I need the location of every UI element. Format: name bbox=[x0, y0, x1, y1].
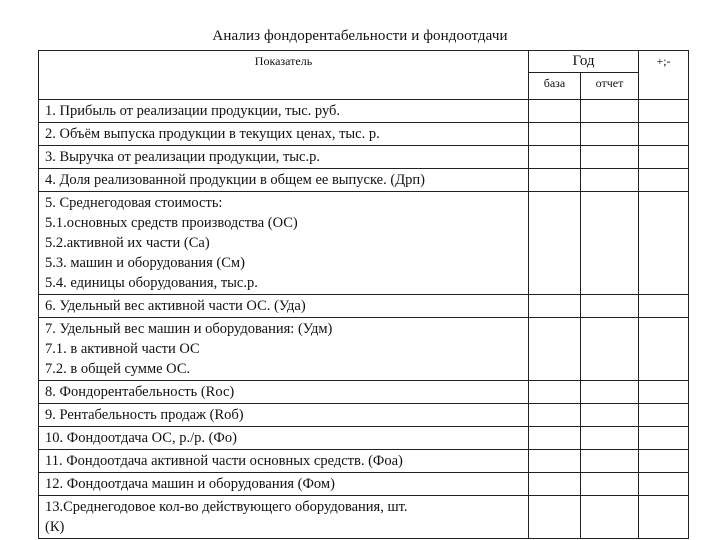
row-text-line: 2. Объём выпуска продукции в текущих ценах, тыс. р. bbox=[45, 126, 380, 142]
cell-diff bbox=[639, 473, 689, 496]
row-text-line: 10. Фондоотдача ОС, р./р. (Фо) bbox=[45, 430, 237, 446]
row-label bbox=[39, 404, 529, 427]
row-label bbox=[39, 100, 529, 123]
row-text-line: (К) bbox=[45, 519, 65, 535]
table-row bbox=[39, 473, 689, 496]
row-text-line: 5.4. единицы оборудования, тыс.р. bbox=[45, 275, 258, 291]
cell-base bbox=[529, 450, 581, 473]
cell-base bbox=[529, 427, 581, 450]
cell-base bbox=[529, 123, 581, 146]
cell-diff bbox=[639, 192, 689, 295]
cell-report bbox=[581, 123, 639, 146]
row-label bbox=[39, 473, 529, 496]
row-label bbox=[39, 169, 529, 192]
row-label bbox=[39, 496, 529, 539]
cell-diff bbox=[639, 404, 689, 427]
cell-base bbox=[529, 192, 581, 295]
row-text-line: 11. Фондоотдача активной части основных средств. (Фоа) bbox=[45, 453, 403, 469]
cell-report bbox=[581, 318, 639, 381]
cell-base bbox=[529, 473, 581, 496]
cell-report bbox=[581, 473, 639, 496]
cell-diff bbox=[639, 450, 689, 473]
cell-base bbox=[529, 381, 581, 404]
table-body bbox=[39, 100, 689, 539]
row-label bbox=[39, 295, 529, 318]
row-text-line: 3. Выручка от реализации продукции, тыс.р. bbox=[45, 149, 320, 165]
table-row bbox=[39, 404, 689, 427]
header-indicator: Показатель bbox=[39, 51, 529, 100]
table-row bbox=[39, 192, 689, 295]
row-label bbox=[39, 427, 529, 450]
cell-base bbox=[529, 318, 581, 381]
header-year: Год bbox=[529, 51, 639, 73]
cell-report bbox=[581, 381, 639, 404]
table-row bbox=[39, 381, 689, 404]
cell-report bbox=[581, 100, 639, 123]
row-text-line: 5.3. машин и оборудования (См) bbox=[45, 255, 245, 271]
cell-diff bbox=[639, 146, 689, 169]
table-row bbox=[39, 100, 689, 123]
table-row bbox=[39, 318, 689, 381]
row-text-line: 5. Среднегодовая стоимость: bbox=[45, 195, 223, 211]
row-text-line: 13.Среднегодовое кол-во действующего оборудования, шт. bbox=[45, 499, 408, 515]
row-text-line: 9. Рентабельность продаж (Rоб) bbox=[45, 407, 244, 423]
table-row bbox=[39, 450, 689, 473]
cell-base bbox=[529, 496, 581, 539]
cell-diff bbox=[639, 496, 689, 539]
row-text-line: 5.2.активной их части (Са) bbox=[45, 235, 210, 251]
cell-base bbox=[529, 295, 581, 318]
row-text-line: 5.1.основных средств производства (ОС) bbox=[45, 215, 298, 231]
table-row bbox=[39, 427, 689, 450]
cell-base bbox=[529, 169, 581, 192]
row-text-line: 8. Фондорентабельность (Rос) bbox=[45, 384, 235, 400]
header-report: отчет bbox=[581, 73, 639, 100]
cell-diff bbox=[639, 381, 689, 404]
cell-report bbox=[581, 404, 639, 427]
cell-base bbox=[529, 404, 581, 427]
row-label bbox=[39, 450, 529, 473]
row-label bbox=[39, 381, 529, 404]
table-row bbox=[39, 169, 689, 192]
table-row bbox=[39, 146, 689, 169]
row-text-line: 4. Доля реализованной продукции в общем ее выпуске. (Дрп) bbox=[45, 172, 425, 188]
cell-diff bbox=[639, 169, 689, 192]
cell-diff bbox=[639, 100, 689, 123]
row-label bbox=[39, 318, 529, 381]
cell-base bbox=[529, 146, 581, 169]
row-text-line: 1. Прибыль от реализации продукции, тыс. руб. bbox=[45, 103, 341, 119]
cell-report bbox=[581, 496, 639, 539]
cell-report bbox=[581, 146, 639, 169]
cell-diff bbox=[639, 123, 689, 146]
cell-base bbox=[529, 100, 581, 123]
cell-report bbox=[581, 169, 639, 192]
row-label bbox=[39, 146, 529, 169]
cell-diff bbox=[639, 318, 689, 381]
cell-report bbox=[581, 192, 639, 295]
row-text-line: 7.1. в активной части ОС bbox=[45, 341, 200, 357]
row-text-line: 7. Удельный вес машин и оборудования: (Удм) bbox=[45, 321, 333, 337]
table-row bbox=[39, 123, 689, 146]
cell-diff bbox=[639, 427, 689, 450]
row-text-line: 6. Удельный вес активной части ОС. (Уда) bbox=[45, 298, 306, 314]
cell-report bbox=[581, 295, 639, 318]
table-row bbox=[39, 295, 689, 318]
page-title: Анализ фондорентабельности и фондоотдачи bbox=[212, 28, 508, 44]
header-difference: +;- bbox=[639, 51, 689, 100]
cell-diff bbox=[639, 295, 689, 318]
header-base: база bbox=[529, 73, 581, 100]
cell-report bbox=[581, 450, 639, 473]
row-label bbox=[39, 192, 529, 295]
table-row bbox=[39, 496, 689, 539]
row-label bbox=[39, 123, 529, 146]
cell-report bbox=[581, 427, 639, 450]
analysis-table bbox=[38, 50, 689, 539]
row-text-line: 7.2. в общей сумме ОС. bbox=[45, 361, 191, 377]
row-text-line: 12. Фондоотдача машин и оборудования (Фом) bbox=[45, 476, 335, 492]
